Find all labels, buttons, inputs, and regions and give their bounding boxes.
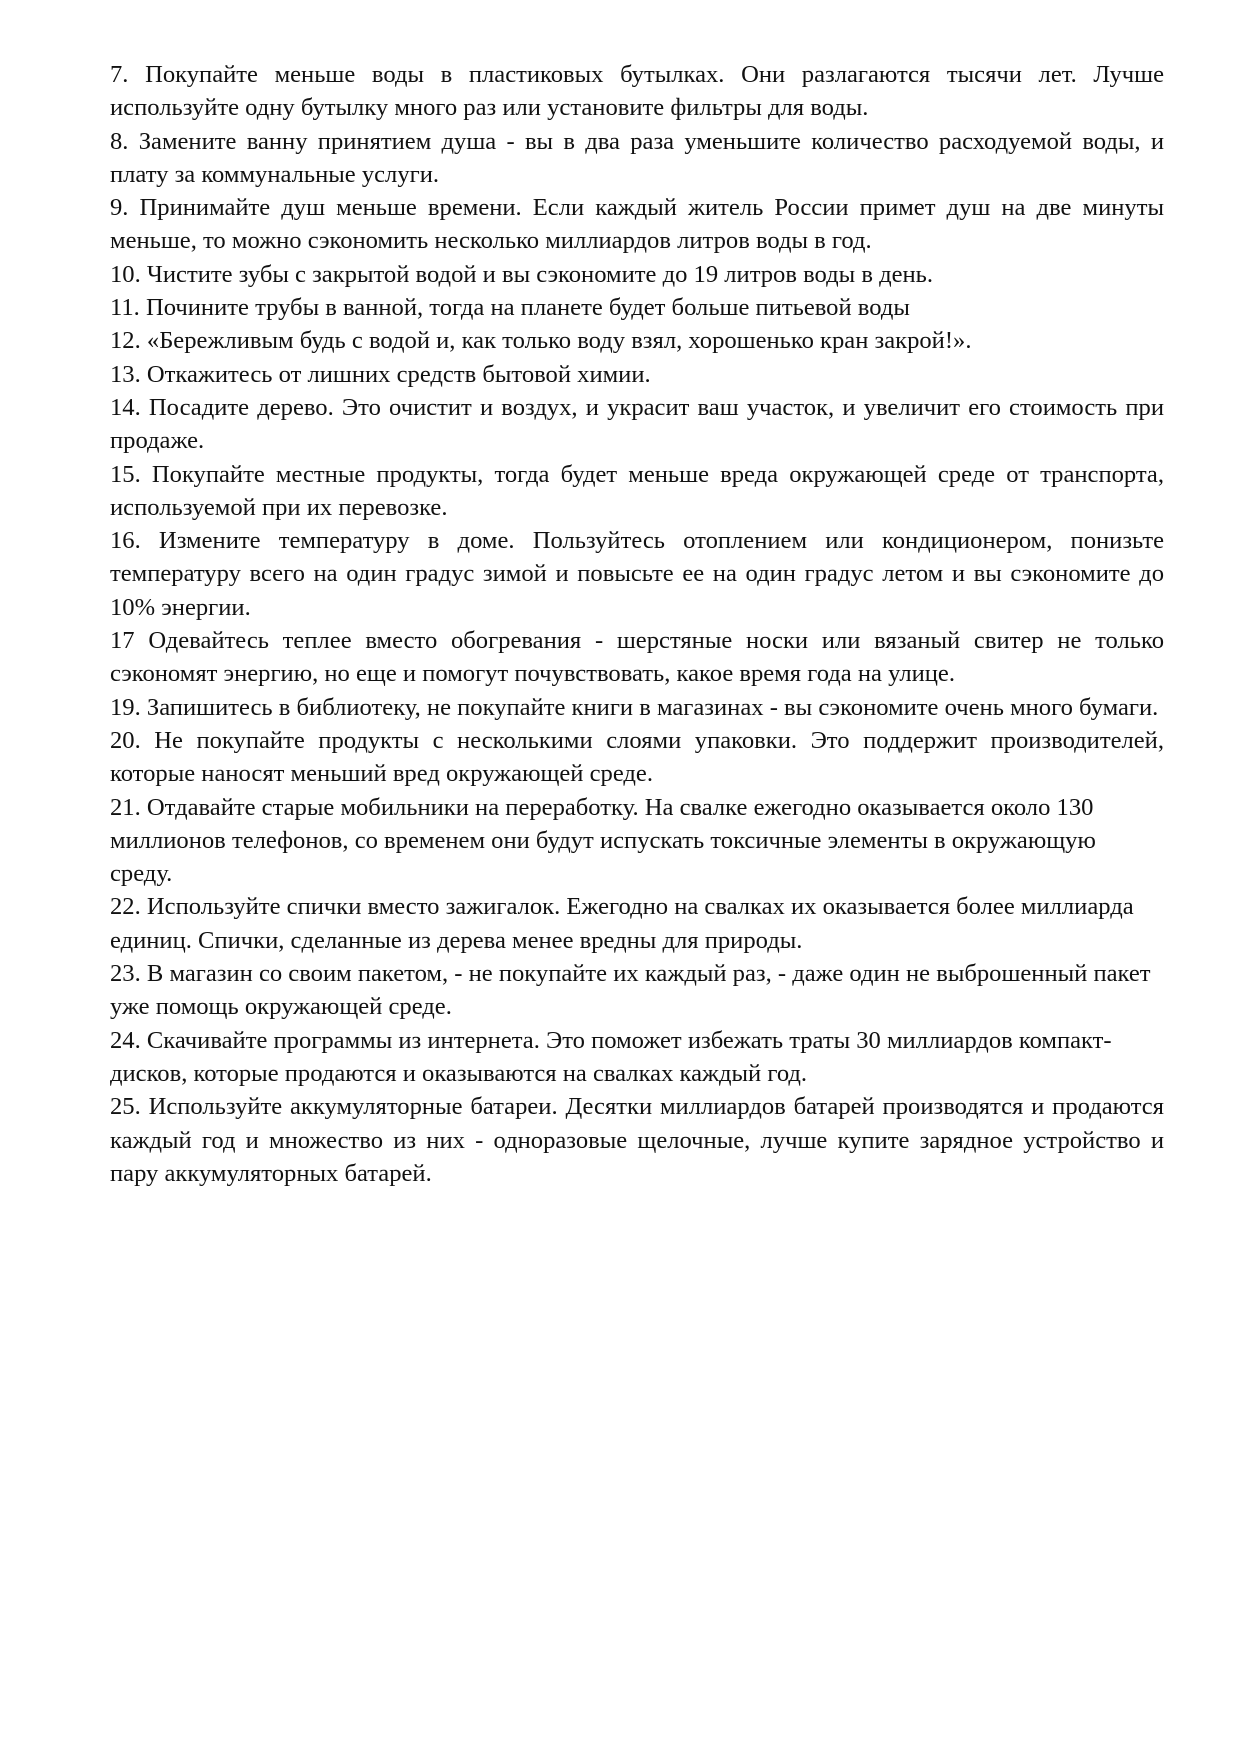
list-item-13: 13. Откажитесь от лишних средств бытовой химии. bbox=[110, 360, 651, 388]
list-item-15: 15. Покупайте местные продукты, тогда будет меньше вреда окружающей среде от транспорта, используемой при их перевозке. bbox=[110, 460, 1164, 521]
list-item-19: 19. Запишитесь в библиотеку, не покупайте книги в магазинах - вы сэкономите очень много бумаги. bbox=[110, 693, 1159, 721]
list-item-16: 16. Измените температуру в доме. Пользуйтесь отоплением или кондиционером, понизьте температуру всего на один градус зимой и повысьте ее на один градус летом и вы сэкономите до 10% энергии. bbox=[110, 527, 1164, 621]
list-item-11: 11. Почините трубы в ванной, тогда на планете будет больше питьевой воды bbox=[110, 294, 910, 322]
list-item-23: 23. В магазин со своим пакетом, - не покупайте их каждый раз, - даже один не выброшенный пакет уже помощь окружающей среде. bbox=[110, 960, 1151, 1021]
list-item-8: 8. Замените ванну принятием душа - вы в два раза уменьшите количество расходуемой воды, и плату за коммунальные услуги. bbox=[110, 127, 1164, 188]
list-item-22: 22. Используйте спички вместо зажигалок. Ежегодно на свалках их оказывается более миллиарда единиц. Спички, сделанные из дерева менее вредны для природы. bbox=[110, 893, 1134, 954]
list-item-7: 7. Покупайте меньше воды в пластиковых бутылках. Они разлагаются тысячи лет. Лучше используйте одну бутылку много раз или установите фильтры для воды. bbox=[110, 61, 1164, 122]
document-page bbox=[110, 58, 1164, 1190]
list-item-12: 12. «Бережливым будь с водой и, как только воду взял, хорошенько кран закрой!». bbox=[110, 327, 972, 355]
list-item-21: 21. Отдавайте старые мобильники на переработку. На свалке ежегодно оказывается около 130 миллионов телефонов, со временем они будут испускать токсичные элементы в окружающую среду. bbox=[110, 793, 1096, 888]
list-item-9: 9. Принимайте душ меньше времени. Если каждый житель России примет душ на две минуты меньше, то можно сэкономить несколько миллиардов литров воды в год. bbox=[110, 194, 1164, 255]
list-item-17: 17 Одевайтесь теплее вместо обогревания - шерстяные носки или вязаный свитер не только сэкономят энергию, но еще и помогут почувствовать, какое время года на улице. bbox=[110, 627, 1164, 688]
list-item-24: 24. Скачивайте программы из интернета. Это поможет избежать траты 30 миллиардов компакт-дисков, которые продаются и оказываются на свалках каждый год. bbox=[110, 1026, 1112, 1087]
list-item-14: 14. Посадите дерево. Это очистит и воздух, и украсит ваш участок, и увеличит его стоимость при продаже. bbox=[110, 393, 1164, 455]
list-item-20: 20. Не покупайте продукты с несколькими слоями упаковки. Это поддержит производителей, которые наносят меньший вред окружающей среде. bbox=[110, 726, 1164, 788]
list-item-10: 10. Чистите зубы с закрытой водой и вы сэкономите до 19 литров воды в день. bbox=[110, 260, 934, 288]
list-item-25: 25. Используйте аккумуляторные батареи. Десятки миллиардов батарей производятся и продаются каждый год и множество из них - одноразовые щелочные, лучше купите зарядное устройство и пару аккумуляторных батарей. bbox=[110, 1093, 1164, 1187]
